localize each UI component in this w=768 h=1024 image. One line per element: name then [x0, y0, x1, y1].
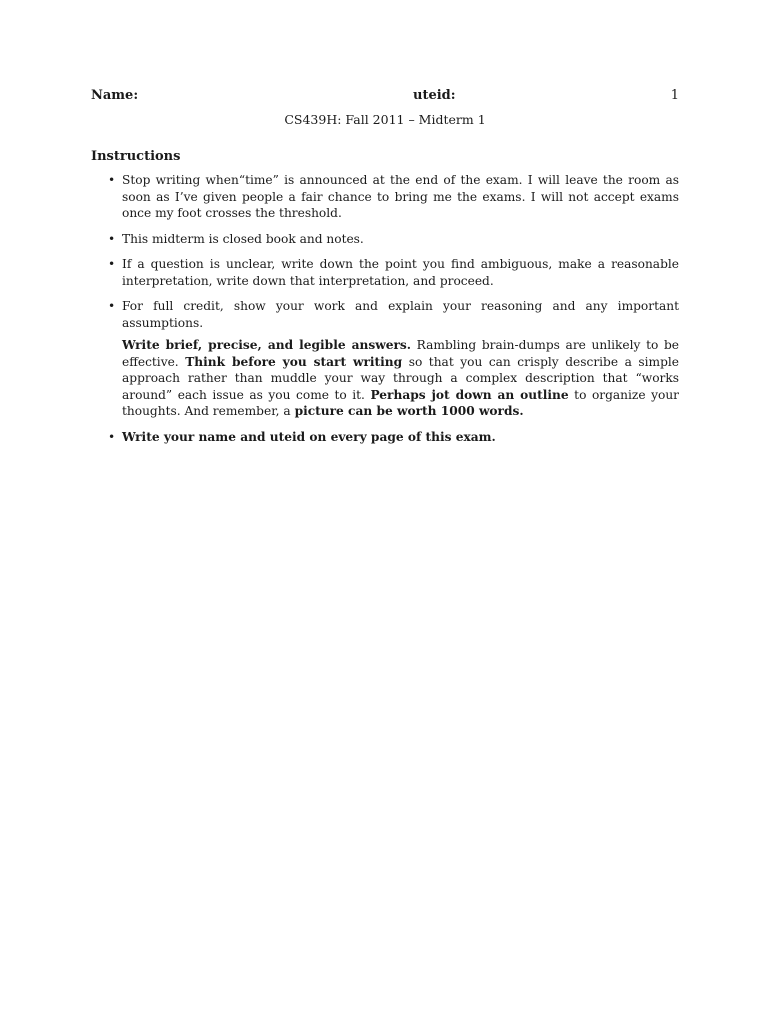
page-header — [91, 88, 679, 108]
advice-text-2: so that you can crisply describe a simple approach rather than muddle your way through a complex description that “works around” each issue as you come to it. — [122, 354, 679, 402]
name-label: Name: — [91, 88, 139, 103]
bullet-icon: • — [108, 299, 116, 313]
bullet-icon: • — [108, 173, 116, 187]
answer-advice-paragraph — [122, 337, 679, 420]
list-item — [91, 231, 679, 248]
list-item — [91, 172, 679, 222]
exam-subtitle: CS439H: Fall 2011 – Midterm 1 — [284, 112, 486, 127]
bullet-icon: • — [108, 429, 116, 444]
bullet-icon: • — [108, 257, 116, 271]
item-text: Stop writing when“time” is announced at the end of the exam. I will leave the room as soon as I’ve given people a fair chance to bring me the exams. I will not accept exams once my foot crosses the threshold. — [122, 173, 679, 220]
item-text: Write your name and uteid on every page of this exam. — [122, 429, 496, 444]
advice-bold-4: picture can be worth 1000 words. — [294, 404, 524, 418]
list-item — [91, 298, 679, 420]
instructions-list — [91, 172, 679, 445]
bullet-icon: • — [108, 231, 116, 246]
instructions-heading: Instructions — [91, 149, 181, 164]
item-text: For full credit, show your work and explain your reasoning and any important assumptions. — [122, 299, 679, 330]
advice-text-3: to organize your thoughts. And remember, a — [122, 387, 679, 418]
advice-bold-1: Write brief, precise, and legible answers. — [122, 338, 412, 352]
item-text: This midterm is closed book and notes. — [122, 231, 364, 246]
list-item — [91, 429, 679, 446]
item-text: If a question is unclear, write down the point you find ambiguous, make a reasonable interpretation, write down that interpretation, and proceed. — [122, 257, 679, 288]
advice-text-1: Rambling brain-dumps are unlikely to be effective. — [122, 338, 679, 369]
uteid-label: uteid: — [413, 88, 456, 103]
list-item — [91, 256, 679, 289]
page-number: 1 — [670, 88, 679, 103]
exam-page — [91, 88, 679, 454]
advice-bold-3: Perhaps jot down an outline — [370, 387, 569, 402]
advice-bold-2: Think before you start writing — [185, 354, 403, 369]
